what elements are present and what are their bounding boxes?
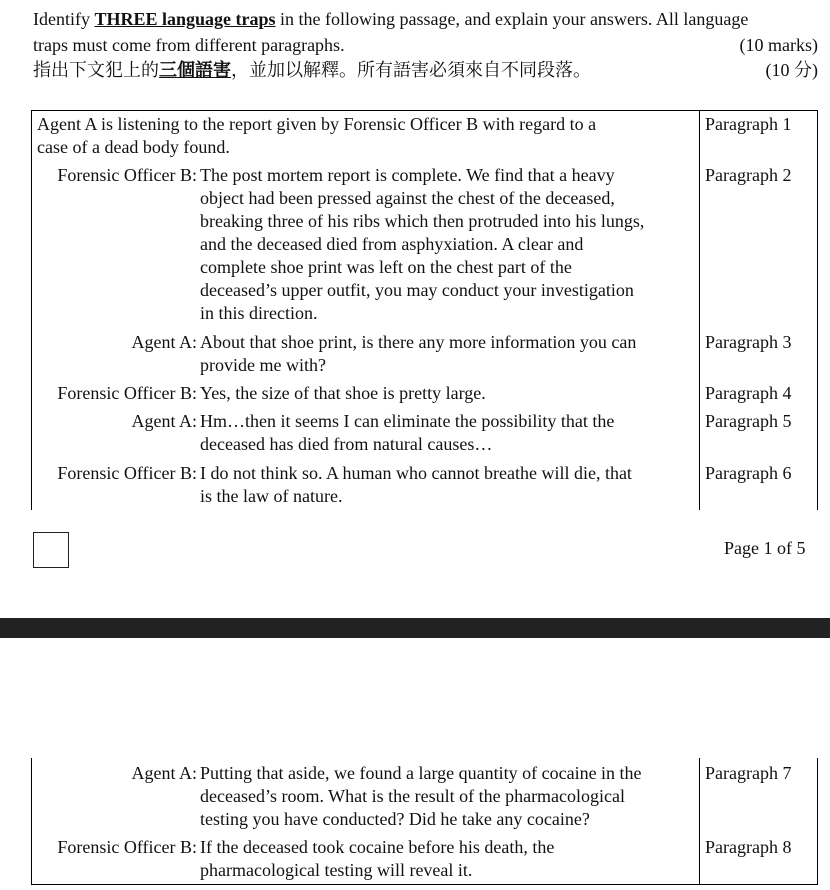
paragraph-label: Paragraph 2 [705,165,792,185]
speaker-label: Agent A: [131,763,197,783]
speech-line: If the deceased took cocaine before his death, the [200,837,555,857]
speech-line: About that shoe print, is there any more information you can [200,332,637,352]
paragraph-label: Paragraph 5 [705,411,792,431]
speaker-label: Forensic Officer B: [57,837,197,857]
speech-line: object had been pressed against the chest of the deceased, [200,188,615,208]
instruction-zh-text: ，並加以解釋。所有語害必須來自不同段落。 [231,60,591,80]
table-border-left [31,758,32,885]
speech-line: in this direction. [200,303,318,323]
instruction-zh-text: 指出下文犯上的 [33,60,159,80]
speech-line: testing you have conducted? Did he take any cocaine? [200,809,590,829]
page-number: Page 1 of 5 [724,538,806,558]
speaker-label: Forensic Officer B: [57,383,197,403]
speech-line: I do not think so. A human who cannot breathe will die, that [200,463,632,483]
speaker-label: Agent A: [131,411,197,431]
speech-line: is the law of nature. [200,486,343,506]
paragraph-label: Paragraph 6 [705,463,792,483]
speech-line: and the deceased died from asphyxiation. A clear and [200,234,584,254]
table-border-left [31,110,32,510]
speaker-label: Forensic Officer B: [57,463,197,483]
page-break-divider [0,618,830,638]
paragraph-label: Paragraph 8 [705,837,792,857]
instruction-text: in the following passage, and explain your answers. All language [275,9,749,29]
table-border-right [817,758,818,885]
table-border-right [817,110,818,510]
speaker-label: Agent A: [131,332,197,352]
speech-line: Putting that aside, we found a large quantity of cocaine in the [200,763,642,783]
speech-line: deceased’s upper outfit, you may conduct your investigation [200,280,634,300]
speech-line: The post mortem report is complete. We find that a heavy [200,165,615,185]
paragraph-label: Paragraph 4 [705,383,792,403]
marks-english: (10 marks) [739,35,818,55]
speech-line: Hm…then it seems I can eliminate the possibility that the [200,411,615,431]
paragraph-label: Paragraph 3 [705,332,792,352]
paragraph-label: Paragraph 7 [705,763,792,783]
instruction-zh-emphasis: 三個語害 [159,60,231,80]
speech-line: provide me with? [200,355,326,375]
paragraph-label: Paragraph 1 [705,114,792,134]
marks-chinese: (10 分) [765,60,818,80]
speech-line: complete shoe print was left on the chest part of the [200,257,572,277]
table-border-bottom [31,884,818,885]
intro-line: Agent A is listening to the report given by Forensic Officer B with regard to a [37,114,597,134]
speech-line: breaking three of his ribs which then protruded into his lungs, [200,211,645,231]
intro-line: case of a dead body found. [37,137,230,157]
speech-line: pharmacological testing will reveal it. [200,860,473,880]
instruction-emphasis: THREE language traps [94,9,276,29]
instruction-chinese [33,59,591,82]
instruction-line-1 [33,8,748,31]
speech-line: deceased has died from natural causes… [200,434,493,454]
speech-line: Yes, the size of that shoe is pretty large. [200,383,486,403]
answer-checkbox[interactable] [33,532,69,568]
instruction-text: Identify [33,9,95,29]
speech-line: deceased’s room. What is the result of the pharmacological [200,786,626,806]
instruction-line-2: traps must come from different paragraphs. [33,35,345,55]
speaker-label: Forensic Officer B: [57,165,197,185]
